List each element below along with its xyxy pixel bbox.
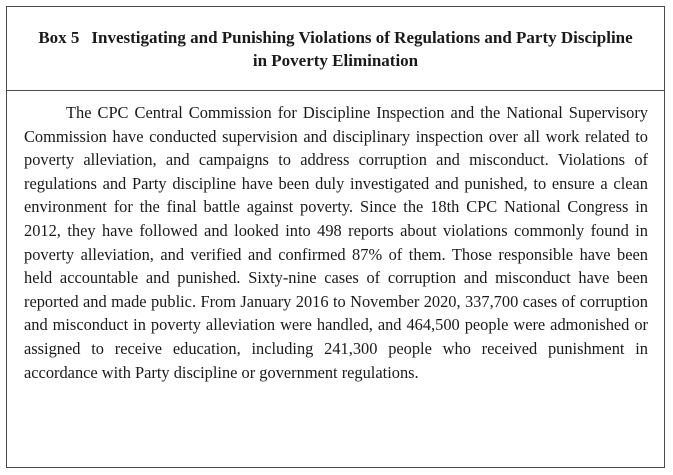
box-header [7, 7, 664, 91]
box-paragraph: The CPC Central Commission for Discipline Inspection and the National Supervisory Commission have conducted supervision and disciplinary inspection over all work related to poverty alleviation, and campaigns to address corruption and misconduct. Violations of regulations and Party discipline have been duly investigated and punished, to ensure a clean environment for the final battle against poverty. Since the 18th CPC National Congress in 2012, they have followed and looked into 498 reports about violations commonly found in poverty alleviation, and verified and confirmed 87% of them. Those responsible have been held accountable and punished. Sixty-nine cases of corruption and misconduct have been reported and made public. From January 2016 to November 2020, 337,700 cases of corruption and misconduct in poverty alleviation were handled, and 464,500 people were admonished or assigned to receive education, including 241,300 people who received punishment in accordance with Party discipline or government regulations. [24, 103, 648, 382]
info-box [6, 6, 665, 468]
box-body [7, 91, 664, 384]
box-title [37, 26, 634, 72]
box-title-text: Investigating and Punishing Violations of Regulations and Party Discipline in Poverty Elimination [91, 27, 633, 70]
box-label: Box 5 [38, 27, 80, 47]
